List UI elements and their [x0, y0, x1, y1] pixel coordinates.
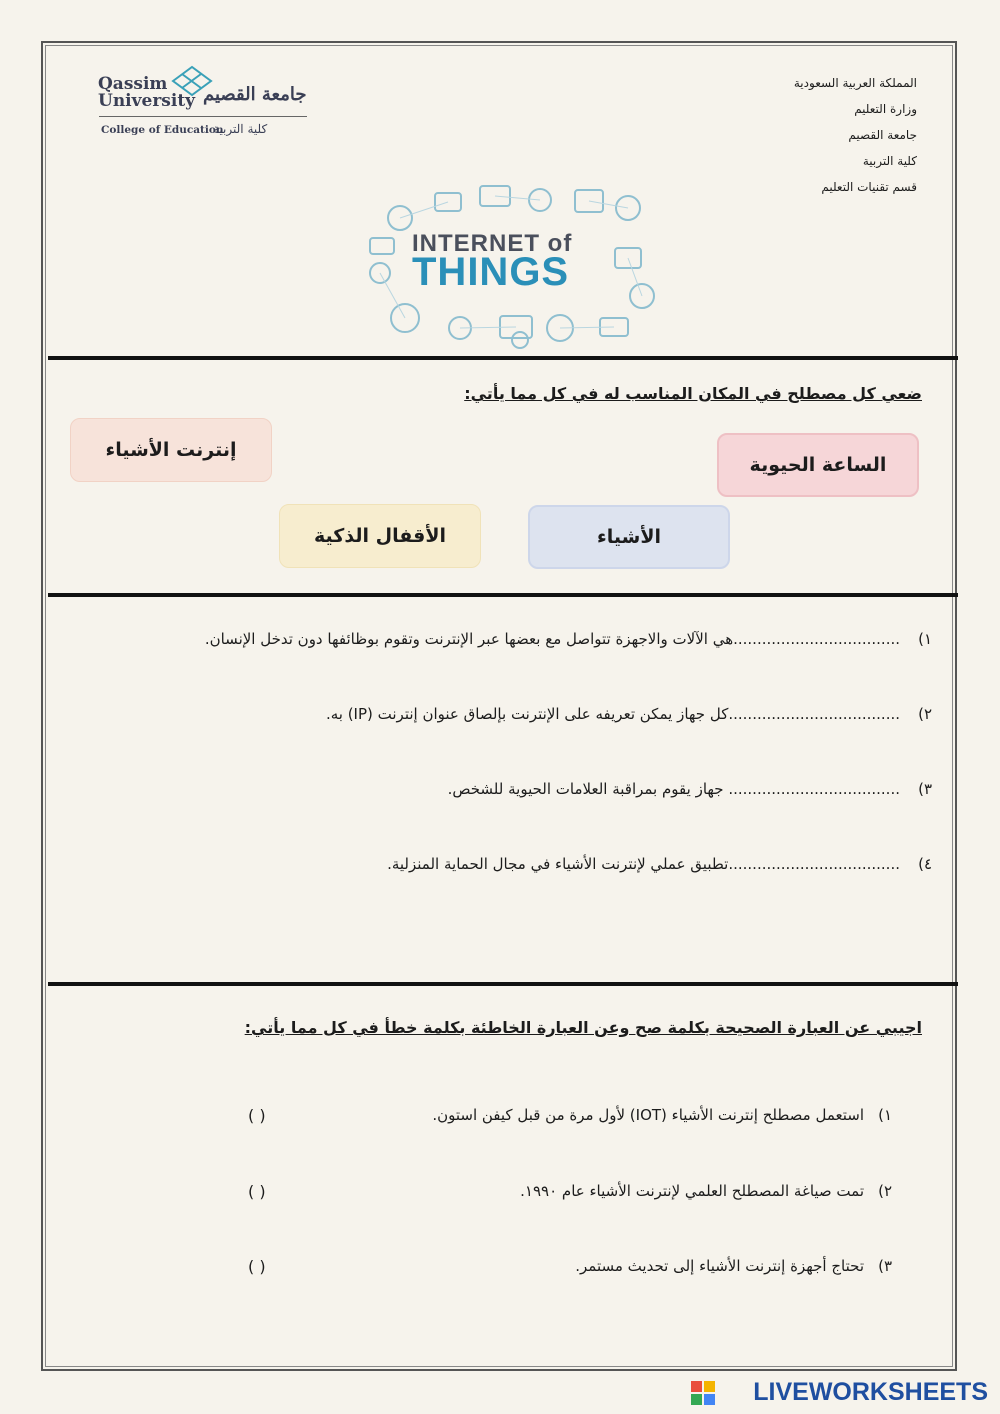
tf-item-2	[520, 1182, 892, 1200]
tf-item-3	[575, 1257, 892, 1275]
tf-item-1	[432, 1106, 892, 1124]
question-4	[387, 855, 932, 873]
question-3	[448, 780, 932, 798]
tf-text: تحتاج أجهزة إنترنت الأشياء إلى تحديث مستمر.	[575, 1257, 864, 1275]
header-line-ministry: وزارة التعليم	[854, 102, 917, 116]
tf-number: ٢)	[878, 1182, 892, 1200]
header-line-college: كلية التربية	[862, 154, 917, 168]
header-line-department: قسم تقنيات التعليم	[821, 180, 917, 194]
term-card-things[interactable]	[528, 505, 730, 569]
question-number: ٣)	[918, 780, 932, 798]
term-label: إنترنت الأشياء	[105, 439, 237, 461]
question-1	[205, 630, 932, 648]
iot-banner	[360, 178, 670, 356]
term-label: الأقفال الذكية	[314, 525, 446, 547]
term-label: الأشياء	[597, 526, 661, 548]
liveworksheets-brand[interactable]: LIVEWORKSHEETS	[753, 1378, 988, 1406]
question-text: ....................................كل جهاز يمكن تعريفه على الإنترنت بإلصاق عنوان إنترنت (IP) به.	[325, 705, 900, 723]
question-text: ...................................هي الآلات والاجهزة تتواصل مع بعضها عبر الإنترنت وتقوم بوظائفها دون تدخل الإنسان.	[204, 630, 900, 648]
liveworksheets-logo-icon	[691, 1381, 715, 1405]
term-label: الساعة الحيوية	[749, 454, 887, 476]
tf-text: تمت صياغة المصطلح العلمي لإنترنت الأشياء عام ١٩٩٠.	[520, 1182, 864, 1200]
question-2	[326, 705, 932, 723]
section2-instruction: اجيبي عن العبارة الصحيحة بكلمة صح وعن العبارة الخاطئة بكلمة خطأ في كل مما يأتي:	[244, 1018, 922, 1037]
logo-divider	[99, 116, 307, 117]
question-text: .................................... جهاز يقوم بمراقبة العلامات الحيوية للشخص.	[447, 780, 900, 798]
tf-number: ٣)	[878, 1257, 892, 1275]
section1-instruction: ضعي كل مصطلح في المكان المناسب له في كل مما يأتي:	[464, 384, 922, 403]
question-text: ....................................تطبيق عملي لإنترنت الأشياء في مجال الحماية المنزلية.	[387, 855, 900, 873]
university-logo	[95, 68, 320, 140]
tf-number: ١)	[878, 1106, 892, 1124]
divider-1	[48, 356, 958, 360]
question-number: ٤)	[918, 855, 932, 873]
logo-ar-college: كلية التربية	[213, 122, 268, 136]
tf-text: استعمل مصطلح إنترنت الأشياء (IOT) لأول مرة من قبل كيفن استون.	[432, 1106, 864, 1124]
question-number: ١)	[918, 630, 932, 648]
question-number: ٢)	[918, 705, 932, 723]
header-line-country: المملكة العربية السعودية	[793, 76, 917, 90]
divider-3	[48, 982, 958, 986]
iot-title-line2: THINGS	[412, 250, 570, 294]
header-line-university: جامعة القصيم	[848, 128, 917, 142]
logo-ar-name: جامعة القصيم	[203, 84, 307, 105]
tf-answer-2[interactable]: ( )	[248, 1182, 266, 1201]
iot-title-line1: INTERNET of	[412, 230, 573, 257]
term-card-iot[interactable]	[70, 418, 272, 482]
tf-answer-3[interactable]: ( )	[248, 1257, 266, 1276]
term-card-smartwatch[interactable]	[717, 433, 919, 497]
logo-en-name: Qassim University	[98, 74, 196, 111]
term-card-smart-locks[interactable]	[279, 504, 481, 568]
divider-2	[48, 593, 958, 597]
tf-answer-1[interactable]: ( )	[248, 1106, 266, 1125]
logo-en-college: College of Education	[101, 124, 224, 136]
